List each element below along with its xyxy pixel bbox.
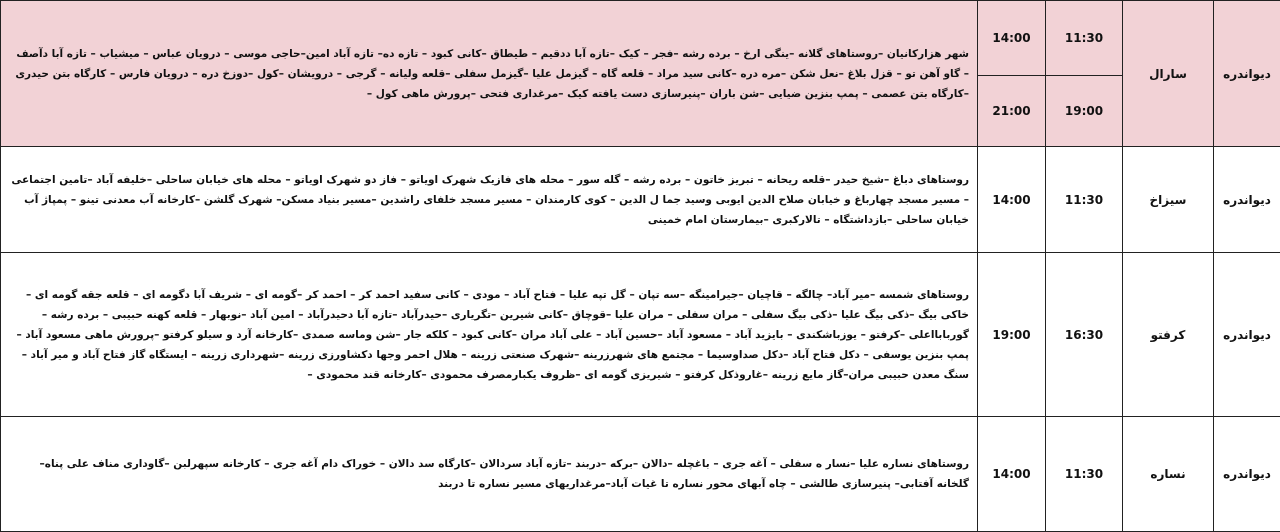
zone-cell: سیزاخ bbox=[1123, 147, 1214, 253]
end-time-cell: 14:00 bbox=[978, 1, 1046, 76]
city-cell: دیواندره bbox=[1214, 147, 1280, 253]
table-row bbox=[1, 253, 1280, 417]
areas-cell: شهر هزارکانیان –روستاهای گلانه –ینگی ارخ – برده رشه –فجر – کیک –تازه آبا ددقیم – طیطاق –کانی کبود – تازه ده– تازه آباد امین–حاجی موسی – درویان عباس – میشیاب – تازه آبا دآصف – گاو آهن تو – قزل بلاغ –نعل شکن –مره دره –کانی سید مراد – قلعه گاه – گیزمل علیا –گیزمل سفلی –قلعه ولیانه – گرجی – درویشان –کول –دوزخ دره – درویان فارس – کارگاه بتن حیدری –کارگاه بتن عصمی – پمپ بنزین ضیایی –شن باران –پنیرسازی دست یافته کیک –مرغداری فتحی –پرورش ماهی کول – bbox=[1, 1, 978, 147]
start-time-cell: 16:30 bbox=[1046, 253, 1123, 417]
table-row bbox=[1, 1, 1280, 76]
start-time-cell: 11:30 bbox=[1046, 147, 1123, 253]
city-cell: دیواندره bbox=[1214, 417, 1280, 532]
areas-cell: روستاهای شمسه –میر آباد– چالگه – قاچیان –جیرامینگه –سه تپان – گل تپه علیا – فتاح آباد – مودی – کانی سفید احمد کر – احمد کر –گومه ای – شریف آبا دگومه ای – قلعه جقه گومه ای –خاکی بیگ –ذکی بیگ علیا –ذکی بیگ سفلی – مران سفلی – مران علیا –قوچاق –کانی شیرین –تگریاری –حیدرآباد –تازه آبا دحیدرآباد – امین آباد –نوبهار – قلعه کهنه حبیبی – برده رشه –گوربابااعلی –کرفتو – یوزباشکندی – بایزید آباد – مسعود آباد –حسین آباد – علی آباد مران –کانی کبود – کلکه جار –شن وماسه صمدی –کارخانه آرد و سیلو کرفتو –پرورش ماهی مسعود آباد – پمپ بنزین یوسفی – دکل فتاح آباد –دکل صداوسیما – مجتمع های شهرزرینه –شهرک صنعتی زرینه – هلال احمر وجها دکشاورزی زرینه –شهرداری زرینه – ایستگاه گاز فتاح آباد و میر آباد – سنگ معدن حبیبی مران–گاز مایع زرینه –غاروذکل کرفتو – شیریزی گومه ای –ظروف یکبارمصرف محمودی –کارخانه قند محمودی – bbox=[1, 253, 978, 417]
table-row bbox=[1, 417, 1280, 532]
areas-cell: روستاهای دباغ –شیخ حیدر –قلعه ریحانه – تبریز خاتون – برده رشه – گله سور – محله های فازیک شهرک اویاتو – فاز دو شهرک اویاتو – محله های خیابان ساحلی –خلیفه آباد –تامین اجتماعی – مسیر مسجد چهارباغ و خیابان صلاح الدین ایوبی وسید جما ل الدین – کوی کارمندان – مسیر مسجد خلفای راشدین –مسیر بنیاد مسکن– شهرک گلشن –کارخانه آب معدنی تینو – پمپاژ آب خیابان ساحلی –بازداشتگاه – تالارکبری –بیمارستان امام خمینی bbox=[1, 147, 978, 253]
end-time-cell: 21:00 bbox=[978, 76, 1046, 147]
zone-cell: نساره bbox=[1123, 417, 1214, 532]
end-time-cell: 14:00 bbox=[978, 147, 1046, 253]
areas-cell: روستاهای نساره علیا –نسار ه سفلی – آغه جری – باغچله –دالان –برکه –دربند –تازه آباد سردالان –کارگاه سد دالان – خوراک دام آغه جری – کارخانه سپهرلبن –گاوداری مناف علی پناه–گلخانه آفتابی– پنیرسازی طالشی – چاه آبهای محور نساره تا غیات آباد–مرغداریهای مسیر نساره تا دربند bbox=[1, 417, 978, 532]
start-time-cell: 11:30 bbox=[1046, 1, 1123, 76]
end-time-cell: 19:00 bbox=[978, 253, 1046, 417]
zone-cell: سارال bbox=[1123, 1, 1214, 147]
table-row bbox=[1, 147, 1280, 253]
end-time-cell: 14:00 bbox=[978, 417, 1046, 532]
city-cell: دیواندره bbox=[1214, 253, 1280, 417]
city-cell: دیواندره bbox=[1214, 1, 1280, 147]
zone-cell: کرفتو bbox=[1123, 253, 1214, 417]
start-time-cell: 19:00 bbox=[1046, 76, 1123, 147]
start-time-cell: 11:30 bbox=[1046, 417, 1123, 532]
